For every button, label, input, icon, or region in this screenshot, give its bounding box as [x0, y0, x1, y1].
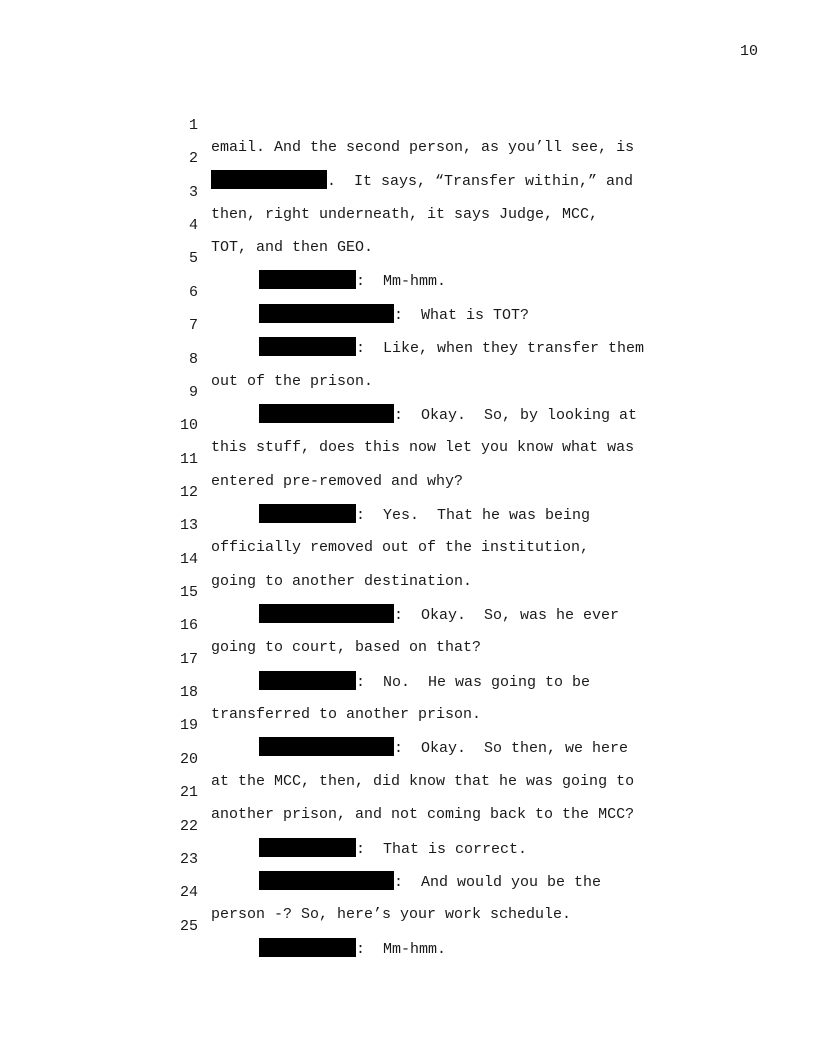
transcript-line — [0, 794, 816, 858]
line-number: 17 — [179, 650, 198, 668]
transcript-line — [0, 393, 816, 457]
transcript-line — [0, 593, 816, 657]
transcript-line — [0, 460, 816, 524]
transcript-line — [0, 693, 816, 758]
line-number: 1 — [188, 117, 198, 134]
line-text: person -? So, here’s your work schedule. — [211, 906, 572, 924]
speaker-text: : Okay. So then, we here — [394, 740, 629, 758]
transcript-body — [0, 93, 816, 958]
line-number: 24 — [179, 884, 198, 902]
line-number: 9 — [188, 383, 198, 401]
line-text-suffix: . It says, “Transfer within,” and — [327, 173, 634, 191]
speaker-text: : No. He was going to be — [356, 673, 591, 691]
speaker-line — [259, 938, 446, 961]
line-number: 12 — [179, 483, 198, 501]
line-number: 15 — [179, 584, 198, 602]
transcript-line — [0, 160, 816, 223]
line-number: 11 — [179, 450, 198, 468]
line-number: 2 — [188, 150, 198, 168]
transcript-line — [0, 327, 816, 390]
line-number: 22 — [179, 817, 198, 835]
speaker-text: : What is TOT? — [394, 306, 530, 324]
transcript-line — [0, 894, 816, 958]
line-text: at the MCC, then, did know that he was going to — [211, 772, 635, 790]
line-text: officially removed out of the institution, — [211, 539, 590, 557]
line-number: 16 — [179, 617, 198, 635]
speaker-text: : Okay. So, was he ever — [394, 607, 620, 625]
transcript-line — [0, 493, 816, 557]
transcript-line — [0, 727, 816, 790]
transcript-line — [0, 126, 816, 191]
line-number: 19 — [179, 717, 198, 735]
line-text: TOT, and then GEO. — [211, 239, 374, 257]
transcript-line — [0, 627, 816, 691]
line-text: going to another destination. — [211, 572, 473, 590]
transcript-line — [0, 360, 816, 424]
speaker-text: : And would you be the — [394, 873, 602, 891]
transcript-line — [0, 93, 816, 156]
line-number: 20 — [179, 750, 198, 768]
line-number: 25 — [179, 917, 198, 935]
line-number: 5 — [188, 250, 198, 268]
line-number: 21 — [179, 784, 198, 802]
speaker-text: : Mm-hmm. — [356, 940, 447, 958]
line-text: going to court, based on that? — [211, 639, 482, 657]
line-number: 4 — [188, 217, 198, 235]
speaker-text: : That is correct. — [356, 840, 528, 858]
line-number: 13 — [179, 517, 198, 535]
transcript-line — [0, 193, 816, 257]
line-text: transferred to another prison. — [211, 706, 482, 724]
line-number: 8 — [188, 350, 198, 368]
speaker-text: : Okay. So, by looking at — [394, 406, 638, 424]
page-number: 10 — [740, 43, 759, 60]
line-number: 18 — [179, 684, 198, 702]
transcript-line — [0, 827, 816, 891]
transcript-line — [0, 427, 816, 490]
transcript-line — [0, 260, 816, 324]
speaker-text: : Like, when they transfer them — [356, 340, 645, 358]
transcript-line — [0, 660, 816, 724]
transcript-line — [0, 760, 816, 824]
speaker-text: : Mm-hmm. — [356, 273, 447, 291]
transcript-line — [0, 560, 816, 625]
speaker-text: : Yes. That he was being — [356, 506, 591, 524]
line-number: 10 — [179, 417, 198, 435]
line-text: another prison, and not coming back to the MCC? — [211, 806, 635, 824]
line-text: entered pre-removed and why? — [211, 472, 464, 490]
line-number: 14 — [179, 550, 198, 568]
line-text: email. And the second person, as you’ll see, is — [211, 139, 635, 156]
line-text: out of the prison. — [211, 372, 374, 390]
line-number: 23 — [179, 850, 198, 868]
line-text: then, right underneath, it says Judge, MCC, — [211, 205, 599, 223]
line-number: 6 — [188, 283, 198, 301]
transcript-line — [0, 293, 816, 358]
redacted-speaker-name — [259, 938, 356, 957]
line-text: this stuff, does this now let you know what was — [211, 439, 635, 457]
transcript-line — [0, 226, 816, 291]
transcript-line — [0, 860, 816, 924]
line-number: 7 — [188, 317, 198, 335]
transcript-line — [0, 527, 816, 590]
line-number: 3 — [188, 183, 198, 201]
